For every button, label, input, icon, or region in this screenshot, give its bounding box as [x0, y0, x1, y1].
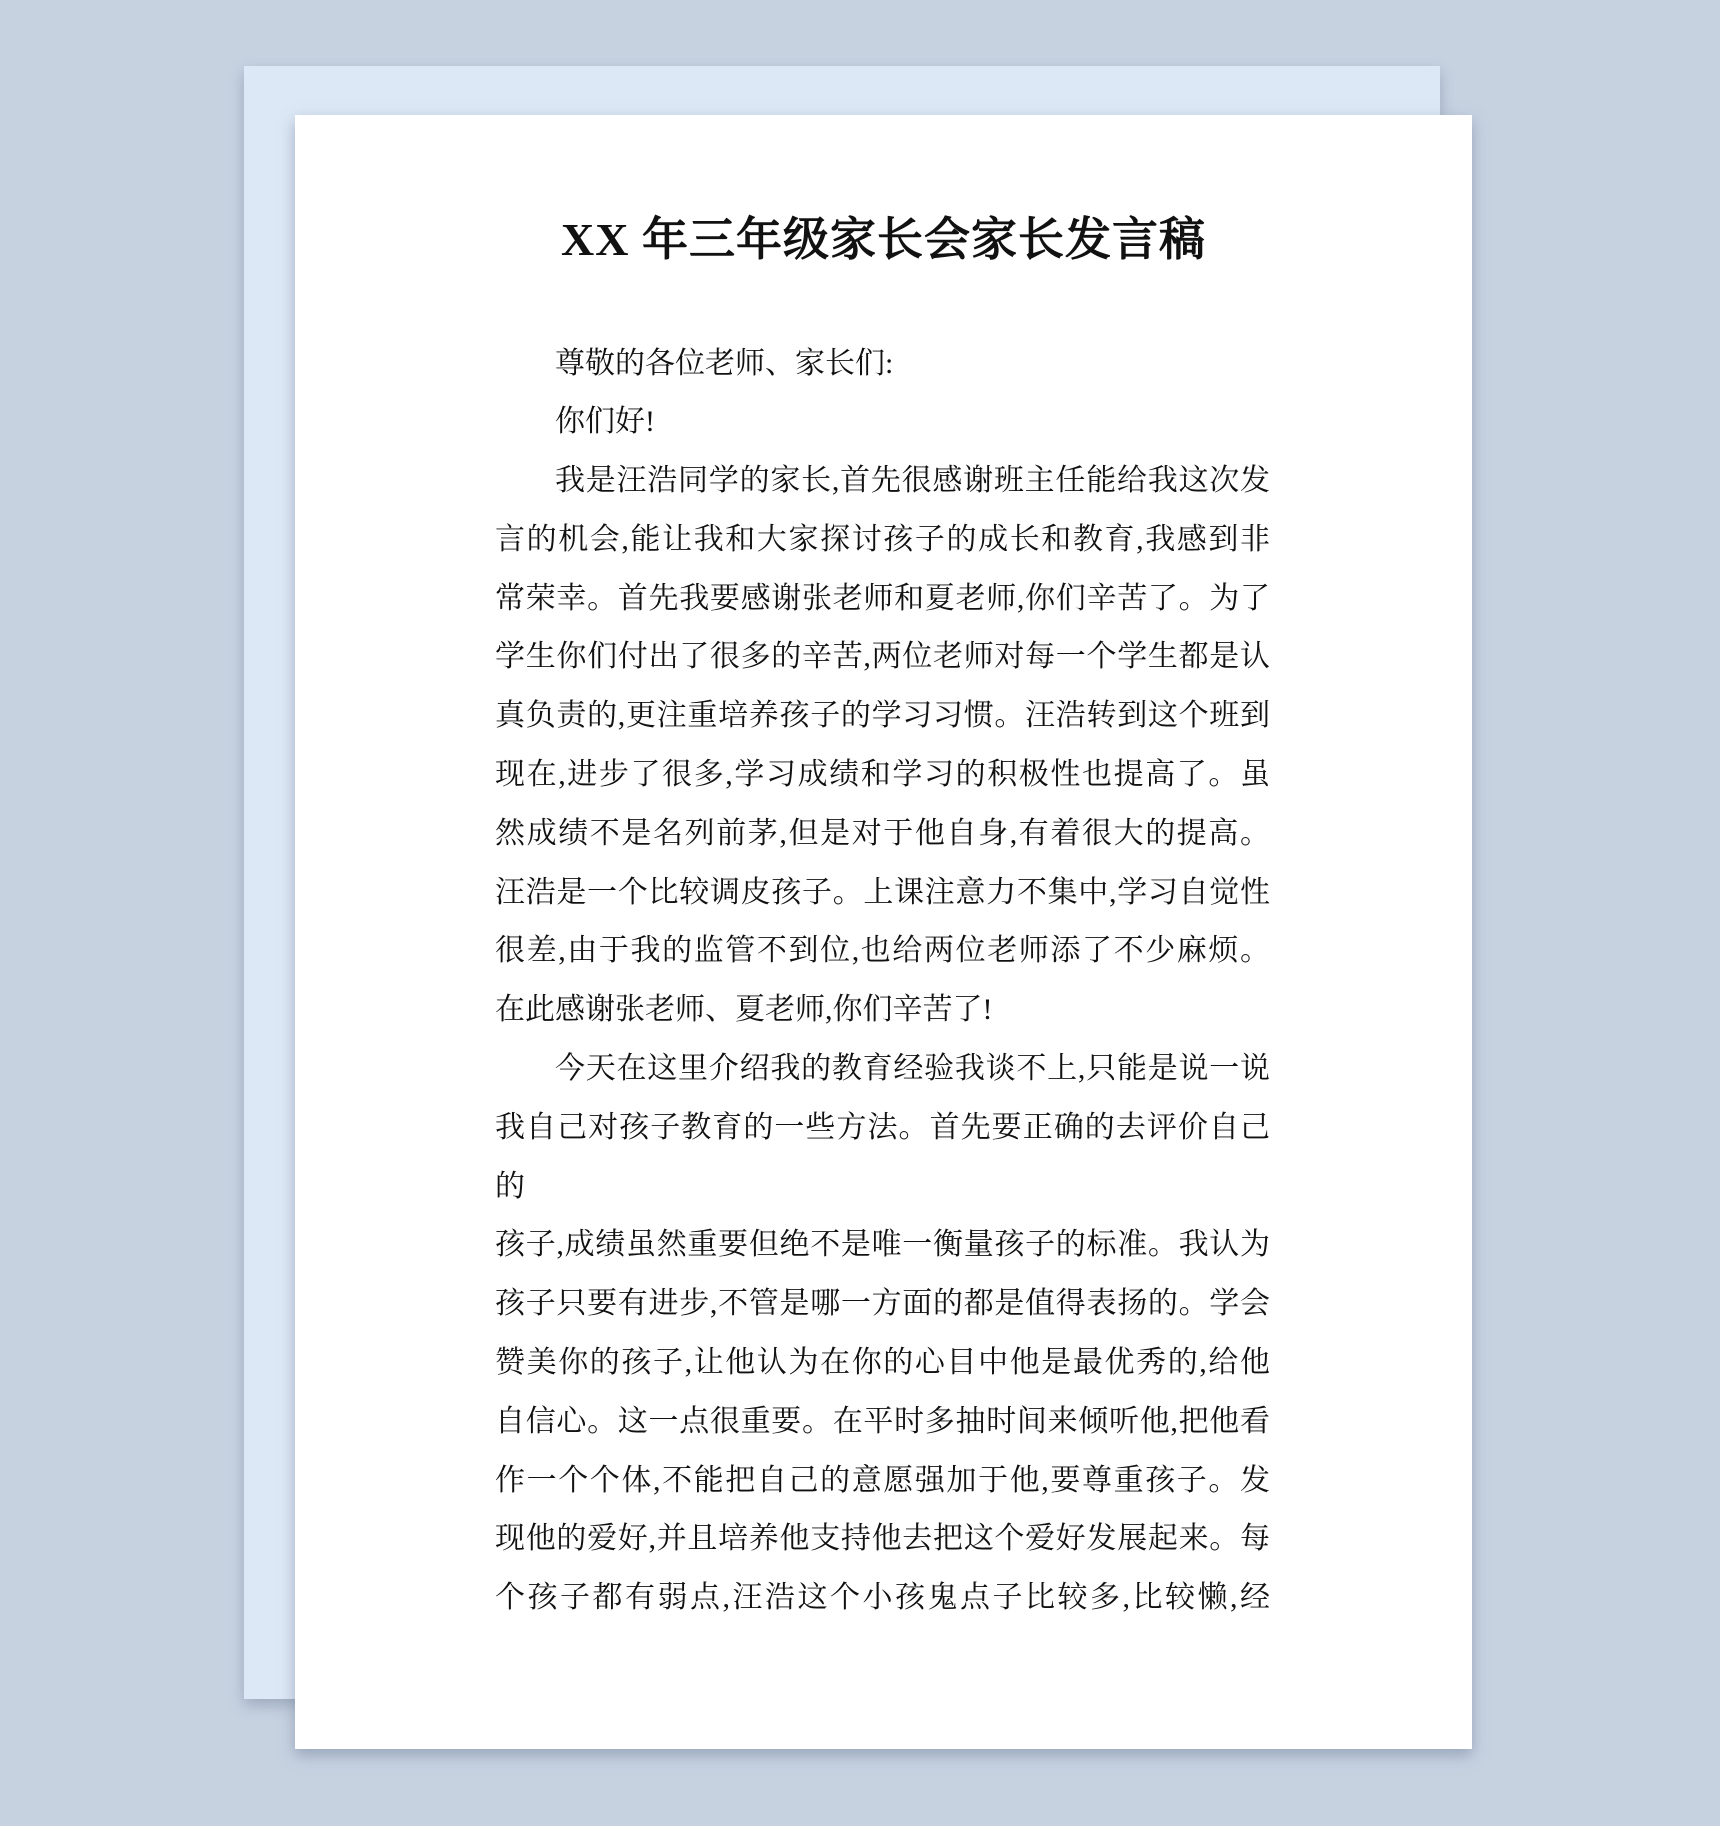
text-line: 现他的爱好,并且培养他支持他去把这个爱好发展起来。每 [495, 1522, 1270, 1556]
text-line: 孩子,成绩虽然重要但绝不是唯一衡量孩子的标准。我认为 [495, 1228, 1270, 1262]
document-title: XX 年三年级家长会家长发言稿 [561, 214, 1206, 265]
text-line: 汪浩是一个比较调皮孩子。上课注意力不集中,学习自觉性 [495, 875, 1270, 909]
text-line: 现在,进步了很多,学习成绩和学习的积极性也提高了。虽 [495, 758, 1270, 792]
text-line: 赞美你的孩子,让他认为在你的心目中他是最优秀的,给他 [495, 1346, 1270, 1380]
text-line: 学生你们付出了很多的辛苦,两位老师对每一个学生都是认 [495, 640, 1270, 674]
text-line: 你们好! [555, 405, 655, 439]
text-line: 个孩子都有弱点,汪浩这个小孩鬼点子比较多,比较懒,经 [495, 1581, 1270, 1615]
document-body [295, 335, 1472, 1629]
text-line: 今天在这里介绍我的教育经验我谈不上,只能是说一说 [555, 1052, 1270, 1086]
text-line: 自信心。这一点很重要。在平时多抽时间来倾听他,把他看 [495, 1404, 1270, 1438]
text-line: 言的机会,能让我和大家探讨孩子的成长和教育,我感到非 [495, 522, 1270, 556]
text-line: 在此感谢张老师、夏老师,你们辛苦了! [495, 993, 993, 1027]
text-line: 很差,由于我的监管不到位,也给两位老师添了不少麻烦。 [495, 934, 1270, 968]
text-line: 真负责的,更注重培养孩子的学习习惯。汪浩转到这个班到 [495, 699, 1270, 733]
document-page [295, 115, 1472, 1749]
text-line: 尊敬的各位老师、家长们: [555, 346, 894, 380]
text-line: 孩子只要有进步,不管是哪一方面的都是值得表扬的。学会 [495, 1287, 1270, 1321]
text-line: 我是汪浩同学的家长,首先很感谢班主任能给我这次发 [555, 464, 1270, 498]
text-line: 然成绩不是名列前茅,但是对于他自身,有着很大的提高。 [495, 816, 1270, 850]
text-line: 常荣幸。首先我要感谢张老师和夏老师,你们辛苦了。为了 [495, 581, 1270, 615]
text-line: 作一个个体,不能把自己的意愿强加于他,要尊重孩子。发 [495, 1463, 1270, 1497]
text-line: 我自己对孩子教育的一些方法。首先要正确的去评价自己的 [495, 1110, 1270, 1203]
